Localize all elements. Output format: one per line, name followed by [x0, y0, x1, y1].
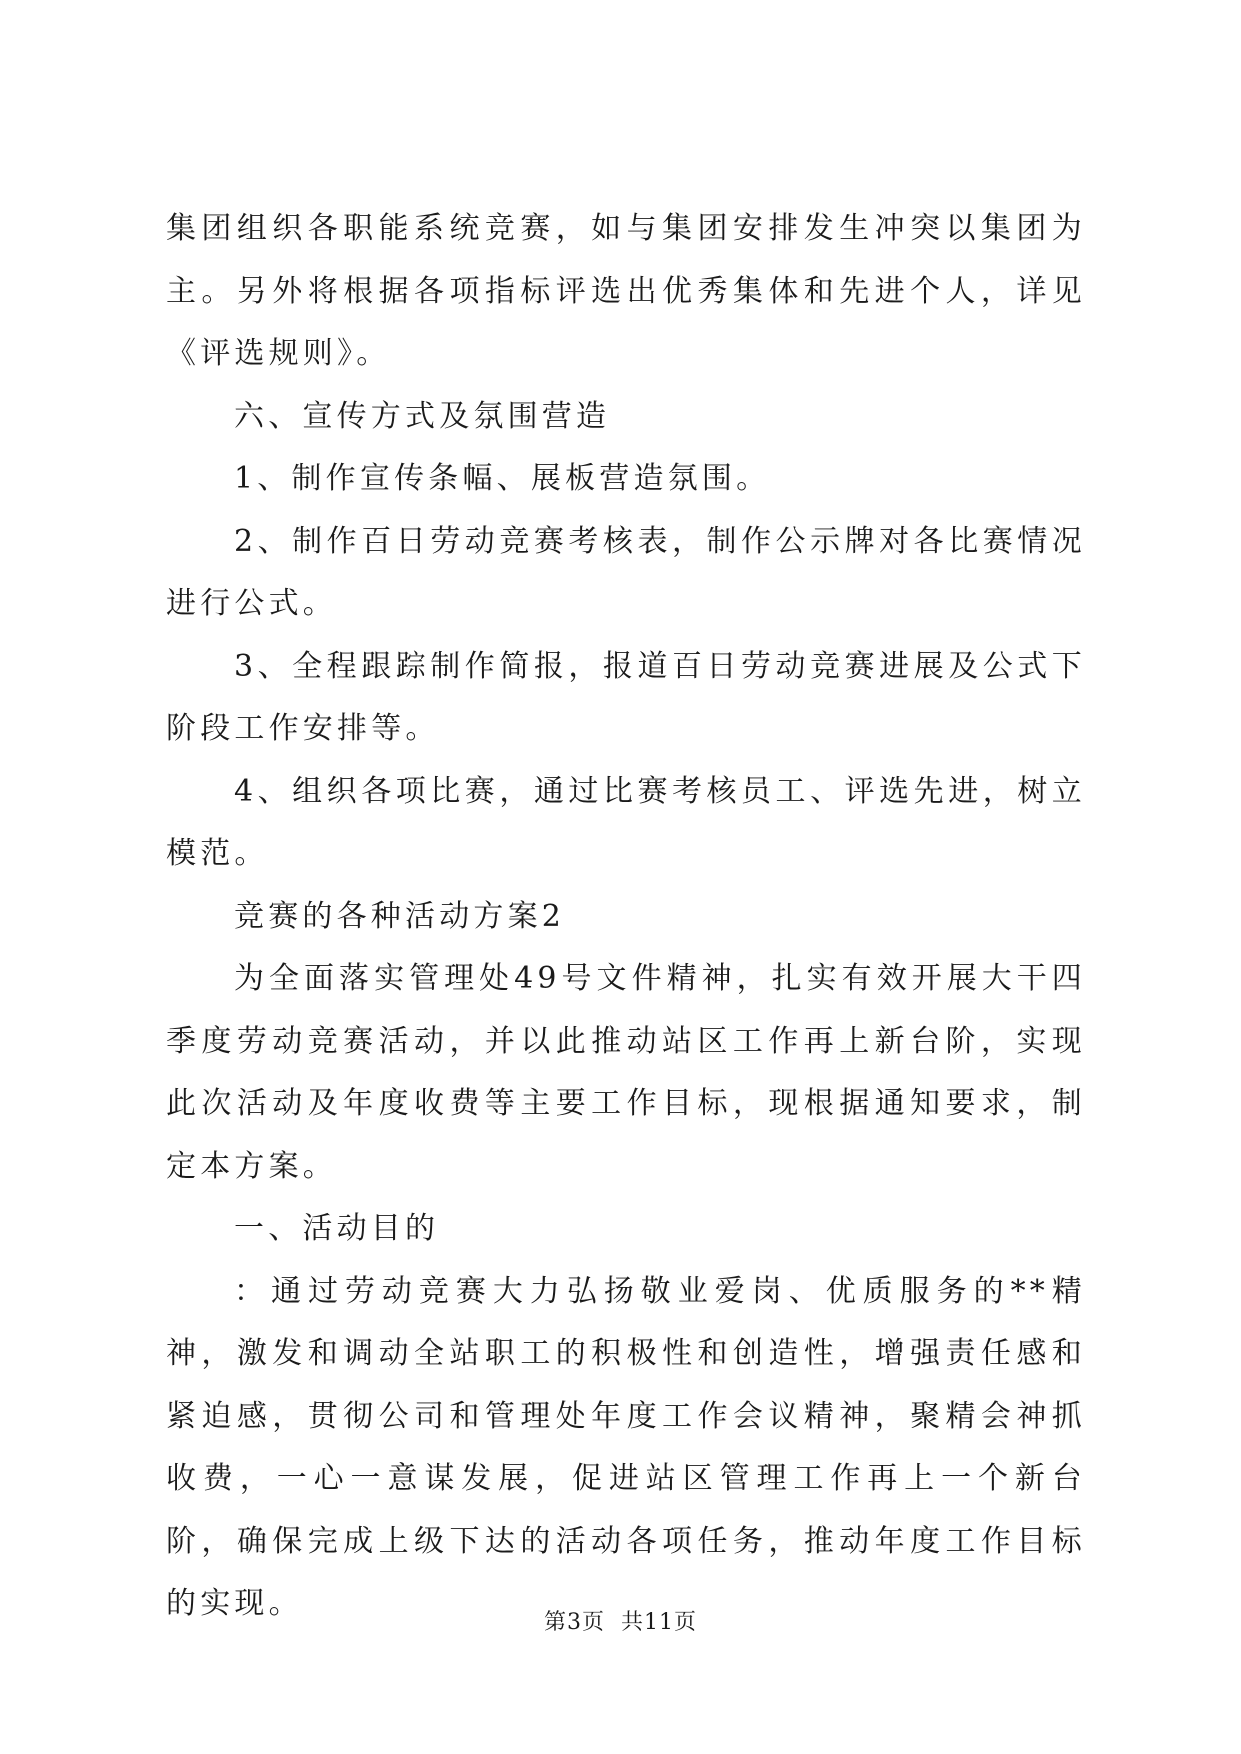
- list-item: 1、制作宣传条幅、展板营造氛围。: [234, 461, 771, 496]
- page-total: 共11页: [621, 1610, 697, 1635]
- list-item: 2、制作百日劳动竞赛考核表，制作公示牌对各比赛情况进行公式。: [166, 523, 1086, 621]
- section-heading-publicity: 六、宣传方式及氛围营造: [234, 398, 611, 434]
- list-item: 4、组织各项比赛，通过比赛考核员工、评选先进，树立模范。: [166, 773, 1086, 871]
- list-item: 3、全程跟踪制作简报，报道百日劳动竞赛进展及公式下阶段工作安排等。: [166, 648, 1086, 746]
- page-number: 第3页: [544, 1610, 605, 1635]
- section-heading-purpose: 一、活动目的: [234, 1211, 440, 1246]
- document-subtitle: 竞赛的各种活动方案2: [234, 898, 566, 934]
- page-footer: [0, 1608, 1241, 1638]
- document-body: [166, 198, 1086, 1636]
- paragraph: ：通过劳动竞赛大力弘扬敬业爱岗、优质服务的**精神，激发和调动全站职工的积极性和创造性，增强责任感和紧迫感，贯彻公司和管理处年度工作会议精神，聚精会神抓收费，一心一意谋发展，促进站区管理工作再上一个新台阶，确保完成上级下达的活动各项任务，推动年度工作目标的实现。: [166, 1273, 1086, 1621]
- paragraph: 集团组织各职能系统竞赛，如与集团安排发生冲突以集团为主。另外将根据各项指标评选出优秀集体和先进个人，详见《评选规则》。: [166, 211, 1086, 371]
- paragraph: 为全面落实管理处49号文件精神，扎实有效开展大干四季度劳动竞赛活动，并以此推动站区工作再上新台阶，实现此次活动及年度收费等主要工作目标，现根据通知要求，制定本方案。: [166, 961, 1086, 1184]
